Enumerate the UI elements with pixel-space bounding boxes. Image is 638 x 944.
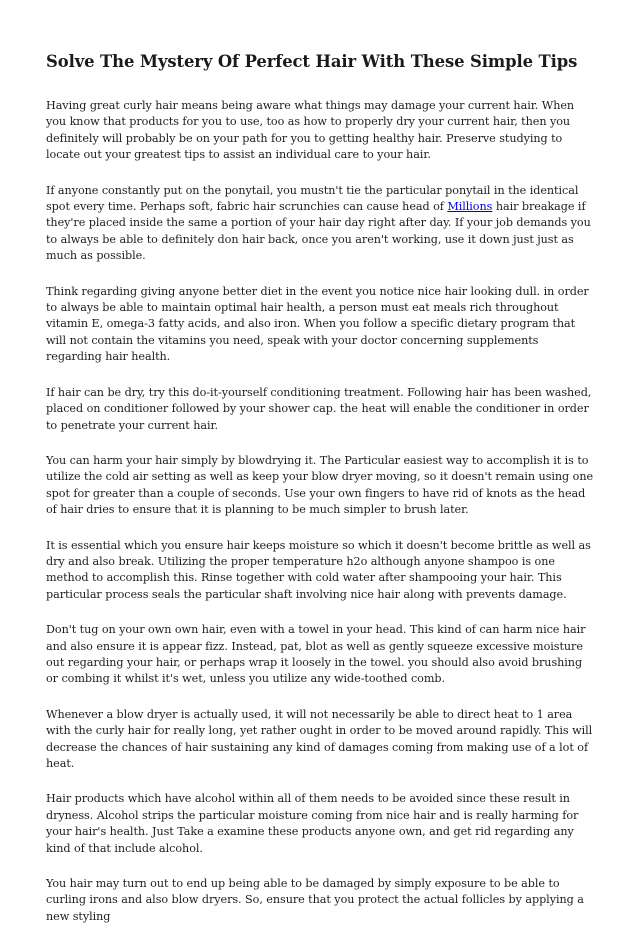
paragraph-9: Hair products which have alcohol within all of them needs to be avoided since these result in dryness. Alcohol strips the particular moisture coming from nice hair and is really harming for your hair's health. Just Take a examine these products anyone own, and get rid regarding any kind of that include alcohol. <box>46 792 579 855</box>
paragraph-2-before-link: If anyone constantly put on the ponytail, you mustn't tie the particular ponytail in the identical spot every time. Perhaps soft, fabric hair scrunchies can cause head of <box>46 183 579 214</box>
millions-link[interactable]: Millions <box>447 200 493 214</box>
paragraph-2 <box>46 183 594 265</box>
paragraph-4: If hair can be dry, try this do-it-yourself conditioning treatment. Following hair has been washed, placed on conditioner followed by your shower cap. the heat will enable the conditioner in order to penetrate your current hair. <box>46 385 592 432</box>
paragraph-10: You hair may turn out to end up being able to be damaged by simply exposure to be able to curling irons and also blow dryers. So, ensure that you protect the actual follicles by applying a new styling <box>46 877 584 923</box>
paragraph-8: Whenever a blow dryer is actually used, it will not necessarily be able to direct heat to 1 area with the curly hair for really long, yet rather ought in order to be moved around rapidly. This will decrease the chances of hair sustaining any kind of damages coming from making use of a lot of heat. <box>46 707 593 770</box>
paragraph-5: You can harm your hair simply by blowdrying it. The Particular easiest way to accomplish it is to utilize the cold air setting as well as keep your blow dryer moving, so it doesn't remain using one spot for greater than a couple of seconds. Use your own fingers to have rid of knots as the head of hair dries to ensure that it is planning to be much simpler to brush later. <box>46 453 594 517</box>
paragraph-1: Having great curly hair means being aware what things may damage your current hair. When you know that products for you to use, too as how to properly dry your current hair, then you definitely will probably be on your path for you to getting healthy hair. Preserve studying to locate out your greatest tips to assist an individual care to your hair. <box>46 99 575 162</box>
paragraph-7: Don't tug on your own own hair, even with a towel in your head. This kind of can harm nice hair and also ensure it is appear fizz. Instead, pat, blot as well as gently squeeze excessive moisture out regarding your hair, or perhaps wrap it loosely in the towel. you should also avoid brushing or combing it whilst it's wet, unless you utilize any wide-toothed comb. <box>46 623 586 686</box>
article-body <box>46 98 594 925</box>
article-title: Solve The Mystery Of Perfect Hair With These Simple Tips <box>46 52 578 71</box>
paragraph-2-after-link: hair breakage if they're placed inside the same a portion of your hair day right after day. If your job demands you to always be able to definitely don hair back, once you aren't working, use it down just just as much as possible. <box>46 200 591 263</box>
paragraph-6: It is essential which you ensure hair keeps moisture so which it doesn't become brittle as well as dry and also break. Utilizing the proper temperature h2o although anyone shampoo is one method to accomplish this. Rinse together with cold water after shampooing your hair. This particular process seals the particular shaft involving nice hair along with prevents damage. <box>46 538 591 601</box>
paragraph-3: Think regarding giving anyone better diet in the event you notice nice hair looking dull. in order to always be able to maintain optimal hair health, a person must eat meals rich throughout vitamin E, omega-3 fatty acids, and also iron. When you follow a specific dietary program that will not contain the vitamins you need, speak with your doctor concerning supplements regarding hair health. <box>46 284 589 364</box>
document-page <box>46 0 594 944</box>
